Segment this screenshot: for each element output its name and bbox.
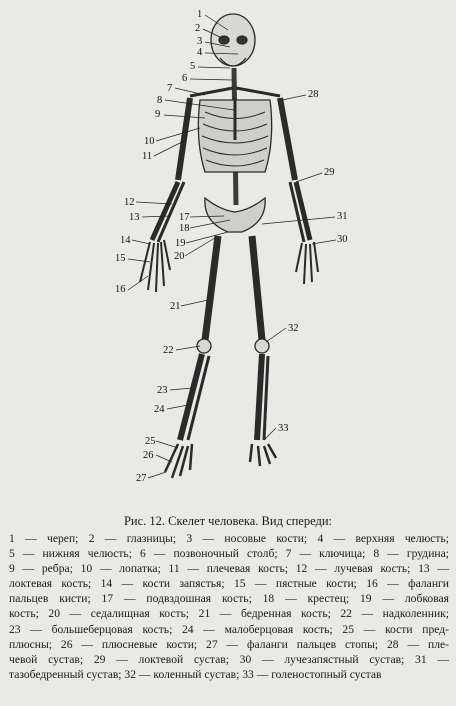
legend-line: 23 — большеберцовая кость; 24 — малоберцовая кость; 25 — кости пред- [9,622,449,636]
legend-line: 9 — ребра; 10 — лопатка; 11 — плечевая кость; 12 — лучевая кость; 13 — [9,562,449,576]
label-33: 33 [278,423,289,434]
label-29: 29 [324,167,335,178]
label-21: 21 [170,301,181,312]
label-13: 13 [129,212,140,223]
label-26: 26 [143,450,154,461]
label-5: 5 [190,61,196,72]
label-22: 22 [163,345,174,356]
label-2: 2 [195,23,201,34]
label-9: 9 [155,109,161,120]
label-28: 28 [308,89,319,100]
label-20: 20 [174,251,185,262]
label-31: 31 [337,211,348,222]
label-23: 23 [157,385,168,396]
label-25: 25 [145,436,156,447]
label-10: 10 [144,136,155,147]
label-32: 32 [288,323,299,334]
legend-line: локтевая кость; 14 — кости запястья; 15 — пястные кости; 16 — фаланги [9,577,449,591]
label-16: 16 [115,284,126,295]
label-7: 7 [167,83,173,94]
legend-line: плюсны; 26 — плюсневые кости; 27 — фаланги пальцев стопы; 28 — пле- [9,637,449,651]
label-24: 24 [154,404,165,415]
label-8: 8 [157,95,163,106]
label-4: 4 [197,47,203,58]
legend-line: 1 — череп; 2 — глазницы; 3 — носовые кости; 4 — верхняя челюсть; [9,532,449,545]
label-18: 18 [179,223,190,234]
label-27: 27 [136,473,147,484]
label-1: 1 [197,9,203,20]
figure-caption: Рис. 12. Скелет человека. Вид спереди: [123,514,333,528]
label-14: 14 [120,235,131,246]
figure-legend [9,531,449,682]
legend-line: пальцев кисти; 17 — подвздошная кость; 18 — крестец; 19 — лобковая [9,592,449,606]
label-3: 3 [197,36,203,47]
label-6: 6 [182,73,188,84]
label-19: 19 [175,238,186,249]
legend-line: 5 — нижняя челюсть; 6 — позвоночный столб; 7 — ключица; 8 — грудина; [9,547,449,561]
label-15: 15 [115,253,126,264]
label-17: 17 [179,212,190,223]
legend-line: тазобедренный сустав; 32 — коленный сустав; 33 — голеностопный сустав [9,667,382,681]
legend-line: кость; 20 — седалищная кость; 21 — бедренная кость; 22 — надколенник; [9,607,449,621]
label-30: 30 [337,234,348,245]
legend-line: чевой сустав; 29 — локтевой сустав; 30 — лучезапястный сустав; 31 — [9,652,449,666]
label-12: 12 [124,197,135,208]
label-11: 11 [142,151,153,162]
